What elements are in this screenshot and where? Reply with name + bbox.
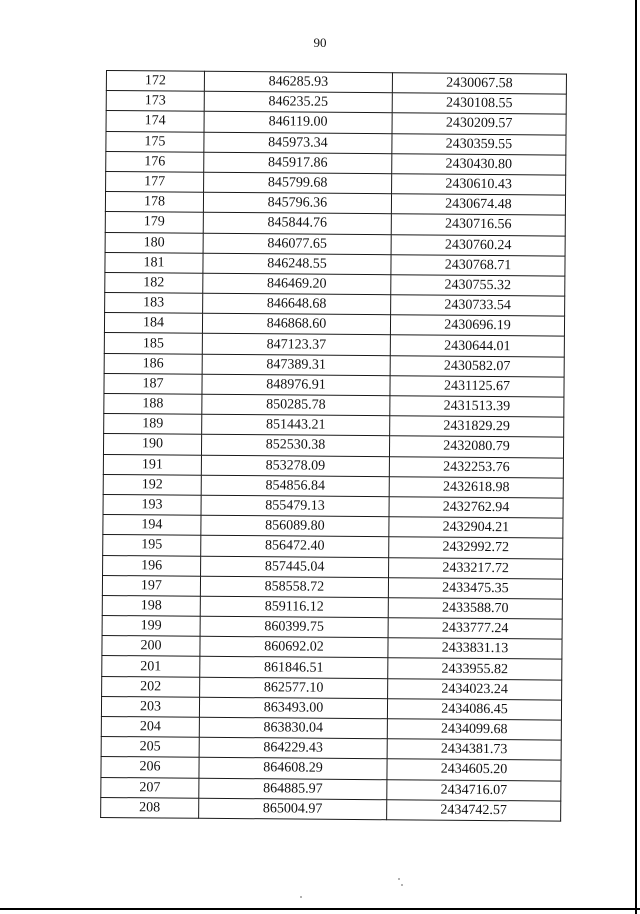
y-coordinate-cell: 2432762.94	[389, 497, 563, 519]
point-number-cell: 182	[105, 272, 203, 293]
point-number-cell: 193	[103, 494, 201, 515]
point-number-cell: 197	[102, 575, 200, 596]
scan-edge-right	[635, 0, 637, 914]
x-coordinate-cell: 859116.12	[200, 596, 388, 618]
x-coordinate-cell: 845799.68	[204, 172, 392, 194]
point-number-cell: 195	[103, 535, 201, 556]
x-coordinate-cell: 845973.34	[204, 132, 392, 154]
y-coordinate-cell: 2434605.20	[387, 759, 561, 781]
point-number-cell: 186	[104, 353, 202, 374]
point-number-cell: 191	[103, 454, 201, 475]
point-number-cell: 201	[102, 656, 200, 677]
coordinates-table-body	[101, 71, 567, 822]
x-coordinate-cell: 845917.86	[204, 152, 392, 174]
point-number-cell: 172	[106, 71, 204, 92]
y-coordinate-cell: 2430696.19	[390, 315, 564, 337]
point-number-cell: 174	[106, 111, 204, 132]
point-number-cell: 184	[104, 313, 202, 334]
scan-speck	[300, 896, 302, 898]
point-number-cell: 185	[104, 333, 202, 354]
x-coordinate-cell: 846285.93	[204, 71, 392, 93]
x-coordinate-cell: 846235.25	[204, 91, 392, 113]
x-coordinate-cell: 848976.91	[202, 374, 390, 396]
y-coordinate-cell: 2430674.48	[391, 194, 565, 216]
y-coordinate-cell: 2431125.67	[390, 376, 564, 398]
point-number-cell: 176	[106, 151, 204, 172]
point-number-cell: 203	[101, 696, 199, 717]
point-number-cell: 180	[105, 232, 203, 253]
y-coordinate-cell: 2432904.21	[389, 517, 563, 539]
point-number-cell: 190	[103, 434, 201, 455]
point-number-cell: 192	[103, 474, 201, 495]
y-coordinate-cell: 2434381.73	[387, 739, 561, 761]
x-coordinate-cell: 856089.80	[201, 515, 389, 537]
y-coordinate-cell: 2431513.39	[390, 396, 564, 418]
point-number-cell: 196	[103, 555, 201, 576]
y-coordinate-cell: 2430644.01	[390, 335, 564, 357]
point-number-cell: 207	[101, 777, 199, 798]
page-number: 90	[313, 35, 327, 50]
point-number-cell: 178	[105, 192, 203, 213]
x-coordinate-cell: 847123.37	[202, 334, 390, 356]
point-number-cell: 181	[105, 252, 203, 273]
y-coordinate-cell: 2433831.13	[388, 638, 562, 660]
y-coordinate-cell: 2430755.32	[391, 275, 565, 297]
scan-speck	[401, 884, 403, 886]
y-coordinate-cell: 2430430.80	[392, 153, 566, 175]
y-coordinate-cell: 2430359.55	[392, 133, 566, 155]
y-coordinate-cell: 2430067.58	[392, 73, 566, 95]
coordinates-table	[100, 70, 567, 822]
x-coordinate-cell: 846077.65	[203, 233, 391, 255]
x-coordinate-cell: 851443.21	[202, 414, 390, 436]
point-number-cell: 206	[101, 757, 199, 778]
point-number-cell: 204	[101, 716, 199, 737]
scan-speck	[398, 878, 400, 880]
y-coordinate-cell: 2432080.79	[389, 436, 563, 458]
point-number-cell: 205	[101, 737, 199, 758]
x-coordinate-cell: 856472.40	[201, 536, 389, 558]
point-number-cell: 183	[105, 293, 203, 314]
point-number-cell: 173	[106, 91, 204, 112]
x-coordinate-cell: 850285.78	[202, 394, 390, 416]
y-coordinate-cell: 2434099.68	[387, 719, 561, 741]
y-coordinate-cell: 2430610.43	[392, 174, 566, 196]
y-coordinate-cell: 2434716.07	[387, 779, 561, 801]
x-coordinate-cell: 846868.60	[202, 314, 390, 336]
x-coordinate-cell: 860692.02	[200, 637, 388, 659]
y-coordinate-cell: 2433588.70	[388, 598, 562, 620]
y-coordinate-cell: 2430760.24	[391, 234, 565, 256]
y-coordinate-cell: 2433217.72	[389, 557, 563, 579]
point-number-cell: 194	[103, 515, 201, 536]
y-coordinate-cell: 2430582.07	[390, 355, 564, 377]
x-coordinate-cell: 862577.10	[200, 677, 388, 699]
x-coordinate-cell: 854856.84	[201, 475, 389, 497]
x-coordinate-cell: 861846.51	[200, 657, 388, 679]
scan-edge-bottom	[0, 908, 640, 910]
x-coordinate-cell: 853278.09	[201, 455, 389, 477]
x-coordinate-cell: 863830.04	[199, 717, 387, 739]
y-coordinate-cell: 2433955.82	[388, 658, 562, 680]
point-number-cell: 189	[104, 414, 202, 435]
y-coordinate-cell: 2432618.98	[389, 476, 563, 498]
y-coordinate-cell: 2430733.54	[391, 295, 565, 317]
x-coordinate-cell: 865004.97	[199, 798, 387, 820]
y-coordinate-cell: 2432992.72	[389, 537, 563, 559]
y-coordinate-cell: 2430768.71	[391, 254, 565, 276]
x-coordinate-cell: 858558.72	[200, 576, 388, 598]
y-coordinate-cell: 2432253.76	[389, 456, 563, 478]
x-coordinate-cell: 864229.43	[199, 737, 387, 759]
x-coordinate-cell: 864608.29	[199, 758, 387, 780]
x-coordinate-cell: 845796.36	[203, 192, 391, 214]
point-number-cell: 177	[106, 171, 204, 192]
x-coordinate-cell: 852530.38	[201, 435, 389, 457]
point-number-cell: 179	[105, 212, 203, 233]
y-coordinate-cell: 2434086.45	[387, 699, 561, 721]
point-number-cell: 198	[102, 595, 200, 616]
y-coordinate-cell: 2430716.56	[391, 214, 565, 236]
y-coordinate-cell: 2430209.57	[392, 113, 566, 135]
y-coordinate-cell: 2431829.29	[390, 416, 564, 438]
x-coordinate-cell: 860399.75	[200, 616, 388, 638]
x-coordinate-cell: 864885.97	[199, 778, 387, 800]
x-coordinate-cell: 846248.55	[203, 253, 391, 275]
y-coordinate-cell: 2433777.24	[388, 618, 562, 640]
y-coordinate-cell: 2434023.24	[388, 678, 562, 700]
point-number-cell: 199	[102, 616, 200, 637]
point-number-cell: 187	[104, 373, 202, 394]
x-coordinate-cell: 846648.68	[203, 293, 391, 315]
point-number-cell: 175	[106, 131, 204, 152]
x-coordinate-cell: 863493.00	[199, 697, 387, 719]
y-coordinate-cell: 2430108.55	[392, 93, 566, 115]
x-coordinate-cell: 855479.13	[201, 495, 389, 517]
point-number-cell: 200	[102, 636, 200, 657]
x-coordinate-cell: 846469.20	[203, 273, 391, 295]
y-coordinate-cell: 2434742.57	[387, 799, 561, 821]
point-number-cell: 188	[104, 393, 202, 414]
point-number-cell: 208	[101, 797, 199, 818]
x-coordinate-cell: 845844.76	[203, 213, 391, 235]
y-coordinate-cell: 2433475.35	[388, 577, 562, 599]
table-row	[101, 797, 561, 821]
x-coordinate-cell: 846119.00	[204, 112, 392, 134]
point-number-cell: 202	[102, 676, 200, 697]
x-coordinate-cell: 857445.04	[201, 556, 389, 578]
x-coordinate-cell: 847389.31	[202, 354, 390, 376]
